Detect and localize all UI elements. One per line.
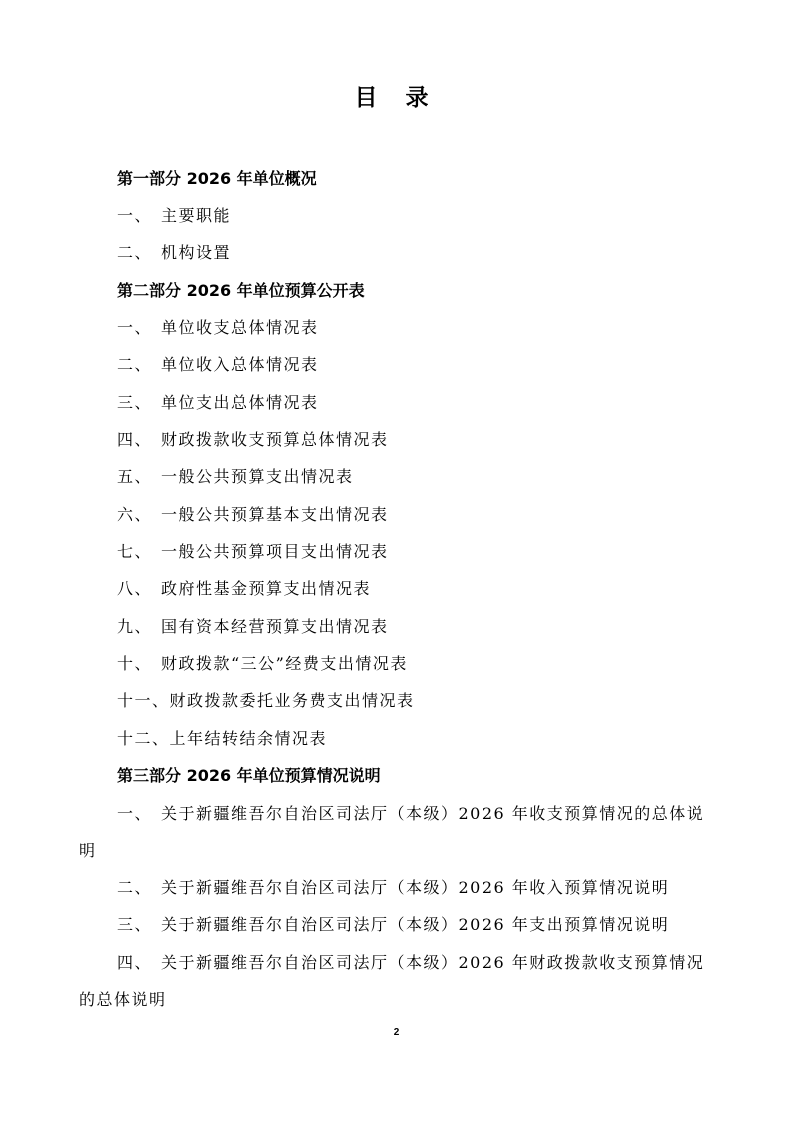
toc-item-number: 十二、 bbox=[117, 729, 170, 748]
page-title: 目 录 bbox=[354, 84, 439, 111]
toc-item-number: 三、 bbox=[117, 393, 153, 412]
part2-heading[interactable]: 第二部分 2026 年单位预算公开表 bbox=[117, 281, 365, 300]
toc-item-number: 一、 bbox=[117, 206, 153, 225]
toc-item-number: 二、 bbox=[117, 355, 153, 374]
toc-item-number: 二、 bbox=[117, 878, 153, 897]
toc-item-number: 一、 bbox=[117, 804, 153, 823]
toc-item-text: 单位支出总体情况表 bbox=[161, 393, 319, 412]
toc-item-text: 国有资本经营预算支出情况表 bbox=[161, 617, 389, 636]
toc-item-number: 二、 bbox=[117, 243, 153, 262]
toc-item[interactable] bbox=[117, 877, 669, 899]
toc-item-text: 关于新疆维吾尔自治区司法厅（本级）2026 年收支预算情况的总体说 bbox=[161, 804, 705, 823]
toc-item[interactable] bbox=[117, 354, 319, 376]
toc-item-text: 政府性基金预算支出情况表 bbox=[161, 579, 372, 598]
toc-item-text: 一般公共预算项目支出情况表 bbox=[161, 542, 389, 561]
toc-item[interactable] bbox=[117, 952, 704, 974]
toc-item-number: 四、 bbox=[117, 953, 153, 972]
toc-item-number: 四、 bbox=[117, 430, 153, 449]
toc-item[interactable] bbox=[117, 504, 389, 526]
toc-item-number: 十一、 bbox=[117, 691, 170, 710]
toc-item[interactable] bbox=[117, 914, 669, 936]
toc-item[interactable] bbox=[117, 317, 319, 339]
toc-item-text: 一般公共预算支出情况表 bbox=[161, 467, 354, 486]
toc-item-continuation[interactable]: 的总体说明 bbox=[79, 990, 167, 1009]
toc-item-text: 财政拨款委托业务费支出情况表 bbox=[169, 691, 415, 710]
toc-item-text: 财政拨款“三公”经费支出情况表 bbox=[161, 654, 408, 673]
toc-item[interactable] bbox=[117, 429, 389, 451]
toc-item[interactable] bbox=[117, 466, 354, 488]
toc-item[interactable] bbox=[117, 803, 704, 825]
toc-item-text: 财政拨款收支预算总体情况表 bbox=[161, 430, 389, 449]
toc-item-number: 六、 bbox=[117, 505, 153, 524]
toc-item-text: 关于新疆维吾尔自治区司法厅（本级）2026 年财政拨款收支预算情况 bbox=[161, 953, 705, 972]
toc-item-text: 关于新疆维吾尔自治区司法厅（本级）2026 年收入预算情况说明 bbox=[161, 878, 670, 897]
toc-item[interactable] bbox=[117, 541, 389, 563]
toc-item[interactable] bbox=[117, 578, 371, 600]
toc-item-number: 八、 bbox=[117, 579, 153, 598]
toc-item-text: 关于新疆维吾尔自治区司法厅（本级）2026 年支出预算情况说明 bbox=[161, 915, 670, 934]
toc-item-text: 主要职能 bbox=[161, 206, 232, 225]
toc-item-continuation[interactable]: 明 bbox=[79, 841, 97, 860]
toc-item[interactable] bbox=[117, 690, 415, 712]
toc-item[interactable] bbox=[117, 728, 327, 750]
toc-item[interactable] bbox=[117, 205, 231, 227]
toc-item-number: 三、 bbox=[117, 915, 153, 934]
part1-heading[interactable]: 第一部分 2026 年单位概况 bbox=[117, 169, 317, 188]
part3-heading[interactable]: 第三部分 2026 年单位预算情况说明 bbox=[117, 766, 381, 785]
toc-item-number: 一、 bbox=[117, 318, 153, 337]
toc-item-text: 单位收支总体情况表 bbox=[161, 318, 319, 337]
toc-item-number: 九、 bbox=[117, 617, 153, 636]
toc-item[interactable] bbox=[117, 392, 319, 414]
toc-item[interactable] bbox=[117, 653, 408, 675]
toc-item[interactable] bbox=[117, 616, 389, 638]
toc-item-number: 五、 bbox=[117, 467, 153, 486]
toc-item-text: 机构设置 bbox=[161, 243, 232, 262]
page-number: 2 bbox=[393, 1027, 400, 1038]
toc-item-number: 七、 bbox=[117, 542, 153, 561]
toc-item-text: 上年结转结余情况表 bbox=[169, 729, 328, 748]
toc-item-text: 单位收入总体情况表 bbox=[161, 355, 319, 374]
toc-item-number: 十、 bbox=[117, 654, 153, 673]
toc-item[interactable] bbox=[117, 242, 231, 264]
toc-item-text: 一般公共预算基本支出情况表 bbox=[161, 505, 389, 524]
